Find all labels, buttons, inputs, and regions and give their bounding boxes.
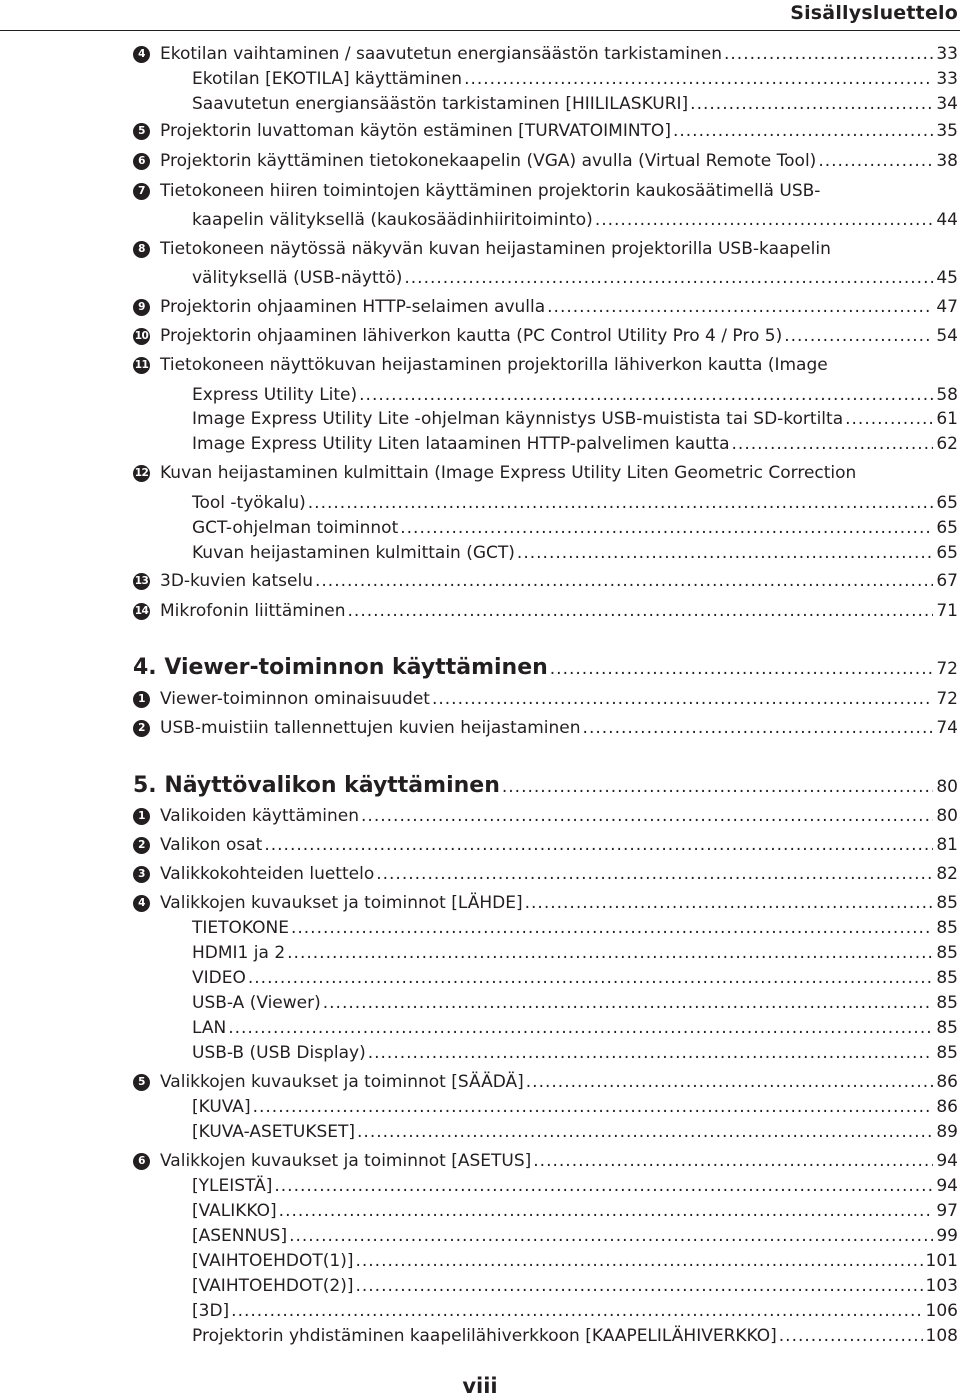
entry-title: välityksellä (USB-näyttö) [192, 268, 403, 288]
dot-leader [583, 715, 934, 741]
dot-leader [359, 382, 933, 408]
entry-title: Valikon osat [160, 835, 263, 855]
dot-leader [264, 832, 933, 858]
page-ref: 103 [925, 1276, 958, 1296]
dot-leader [248, 965, 934, 991]
entry-title: TIETOKONE [192, 918, 289, 938]
section-number-badge: 14 [133, 603, 150, 620]
page-ref: 85 [936, 1018, 958, 1038]
dot-leader [550, 653, 934, 685]
dot-leader [400, 515, 933, 541]
section-number-badge: 10 [133, 328, 150, 345]
dot-leader [289, 1223, 933, 1249]
dot-leader [690, 91, 933, 117]
toc-entry[interactable] [0, 66, 958, 92]
entry-title: USB-muistiin tallennettujen kuvien heijastaminen [160, 718, 581, 738]
page-ref: 54 [936, 326, 958, 346]
dot-leader [361, 803, 933, 829]
toc-entry[interactable] [0, 1069, 958, 1095]
page-ref: 47 [936, 297, 958, 317]
toc-entry[interactable] [0, 91, 958, 117]
dot-leader [368, 1040, 934, 1066]
toc-entry[interactable] [0, 686, 958, 712]
page-ref: 85 [936, 943, 958, 963]
section-number-badge: 2 [133, 837, 150, 854]
toc-entry[interactable] [0, 1273, 958, 1299]
section-number-badge: 5 [133, 123, 150, 140]
page-ref: 65 [936, 493, 958, 513]
dot-leader [818, 148, 933, 174]
toc-entry[interactable] [0, 431, 958, 457]
entry-title: Valikkojen kuvaukset ja toiminnot [ASETUS] [160, 1151, 532, 1171]
entry-title: 3D-kuvien katselu [160, 571, 313, 591]
toc-entry[interactable] [0, 803, 958, 829]
entry-title: [VALIKKO] [192, 1201, 277, 1221]
page-ref: 94 [936, 1176, 958, 1196]
dot-leader [432, 686, 933, 712]
toc-entry[interactable] [0, 236, 958, 262]
dot-leader [355, 1248, 922, 1274]
entry-title: Projektorin käyttäminen tietokonekaapelin (VGA) avulla (Virtual Remote Tool) [160, 151, 817, 171]
toc-entry[interactable] [0, 598, 958, 624]
dot-leader [404, 265, 933, 291]
entry-title: Kuvan heijastaminen kulmittain (Image Express Utility Liten Geometric Correction [160, 463, 857, 483]
entry-title: Kuvan heijastaminen kulmittain (GCT) [192, 543, 515, 563]
toc-entry[interactable] [0, 715, 958, 741]
toc-entry[interactable] [0, 940, 958, 966]
entry-title: GCT-ohjelman toiminnot [192, 518, 399, 538]
page-header [0, 0, 960, 32]
toc-entry[interactable] [0, 861, 958, 887]
entry-title: [YLEISTÄ] [192, 1176, 273, 1196]
dot-leader [526, 1069, 934, 1095]
entry-title: [KUVA-ASETUKSET] [192, 1122, 356, 1142]
toc-entry[interactable] [0, 890, 958, 916]
section-number-badge: 6 [133, 1153, 150, 1170]
toc-entry[interactable] [0, 118, 958, 144]
page-ref: 80 [936, 806, 958, 826]
dot-leader [547, 294, 933, 320]
page-ref: 81 [936, 835, 958, 855]
section-number-badge: 12 [133, 465, 150, 482]
entry-title: Image Express Utility Lite -ohjelman käynnistys USB-muistista tai SD-kortilta [192, 409, 844, 429]
entry-title: [3D] [192, 1301, 230, 1321]
section-number-badge: 4 [133, 46, 150, 63]
dot-leader [323, 990, 934, 1016]
toc-entry[interactable] [0, 178, 958, 204]
section-number-badge: 9 [133, 299, 150, 316]
page-number: viii [462, 1374, 498, 1398]
page-ref: 106 [925, 1301, 958, 1321]
dot-leader [464, 66, 933, 92]
entry-title: [VAIHTOEHDOT(1)] [192, 1251, 354, 1271]
dot-leader [231, 1298, 922, 1324]
entry-title: Tietokoneen näyttökuvan heijastaminen projektorilla lähiverkon kautta (Image [160, 355, 828, 375]
page-ref: 58 [936, 385, 958, 405]
toc-entry[interactable] [0, 1298, 958, 1324]
entry-title: Tool -työkalu) [192, 493, 306, 513]
toc-entry[interactable] [0, 1248, 958, 1274]
entry-title: Mikrofonin liittäminen [160, 601, 346, 621]
entry-title: Valikoiden käyttäminen [160, 806, 360, 826]
entry-title: Valikkojen kuvaukset ja toiminnot [LÄHDE] [160, 893, 523, 913]
page-ref: 89 [936, 1122, 958, 1142]
entry-title: Projektorin ohjaaminen lähiverkon kautta (PC Control Utility Pro 4 / Pro 5) [160, 326, 783, 346]
entry-title: Valikkokohteiden luettelo [160, 864, 375, 884]
dot-leader [784, 323, 933, 349]
dot-leader [357, 1119, 933, 1145]
page-ref: 97 [936, 1201, 958, 1221]
dot-leader [253, 1094, 934, 1120]
toc-entry[interactable] [0, 990, 958, 1016]
toc-entry[interactable] [0, 1015, 958, 1041]
dot-leader [348, 598, 934, 624]
page-ref: 82 [936, 864, 958, 884]
entry-title: Express Utility Lite) [192, 385, 358, 405]
page-ref: 86 [936, 1072, 958, 1092]
toc-entry[interactable] [0, 915, 958, 941]
section-number-badge: 1 [133, 808, 150, 825]
dot-leader [308, 490, 934, 516]
page-ref: 108 [925, 1326, 958, 1346]
toc-chapter-entry[interactable] [0, 770, 958, 802]
chapter-title: 4. Viewer-toiminnon käyttäminen [133, 655, 548, 680]
entry-title: Tietokoneen näytössä näkyvän kuvan heijastaminen projektorilla USB-kaapelin [160, 239, 831, 259]
toc-entry[interactable] [0, 148, 958, 174]
dot-leader [355, 1273, 922, 1299]
toc-entry[interactable] [0, 323, 958, 349]
section-number-badge: 7 [133, 183, 150, 200]
entry-title: USB-A (Viewer) [192, 993, 321, 1013]
page-ref: 62 [936, 434, 958, 454]
page-ref: 72 [936, 659, 958, 679]
entry-title: Tietokoneen hiiren toimintojen käyttäminen projektorin kaukosäätimellä USB- [160, 181, 821, 201]
toc-entry[interactable] [0, 965, 958, 991]
entry-title: USB-B (USB Display) [192, 1043, 366, 1063]
entry-title: Projektorin ohjaaminen HTTP-selaimen avulla [160, 297, 546, 317]
page-ref: 74 [936, 718, 958, 738]
entry-title: [VAIHTOEHDOT(2)] [192, 1276, 354, 1296]
section-number-badge: 2 [133, 720, 150, 737]
entry-title: [KUVA] [192, 1097, 251, 1117]
dot-leader [533, 1148, 933, 1174]
page-ref: 94 [936, 1151, 958, 1171]
header-rule [0, 30, 960, 31]
entry-title: Saavutetun energiansäästön tarkistaminen [HIILILASKURI] [192, 94, 689, 114]
section-number-badge: 8 [133, 241, 150, 258]
entry-title: Viewer-toiminnon ominaisuudet [160, 689, 430, 709]
dot-leader [779, 1323, 923, 1349]
entry-title: Valikkojen kuvaukset ja toiminnot [SÄÄDÄ] [160, 1072, 524, 1092]
toc-entry[interactable] [0, 490, 958, 516]
dot-leader [376, 861, 933, 887]
section-number-badge: 13 [133, 573, 150, 590]
dot-leader [291, 915, 933, 941]
dot-leader [287, 940, 933, 966]
entry-title: Projektorin luvattoman käytön estäminen [TURVATOIMINTO] [160, 121, 671, 141]
page-ref: 33 [936, 44, 958, 64]
page-ref: 101 [925, 1251, 958, 1271]
toc-entry[interactable] [0, 406, 958, 432]
toc-entry[interactable] [0, 568, 958, 594]
page-ref: 72 [936, 689, 958, 709]
toc-entry[interactable] [0, 352, 958, 378]
toc-entry[interactable] [0, 382, 958, 408]
chapter-title: 5. Näyttövalikon käyttäminen [133, 773, 500, 798]
page-ref: 65 [936, 543, 958, 563]
page-ref: 71 [936, 601, 958, 621]
entry-title: Ekotilan vaihtaminen / saavutetun energiansäästön tarkistaminen [160, 44, 722, 64]
header-title: Sisällysluettelo [790, 2, 958, 24]
page-ref: 61 [936, 409, 958, 429]
page-ref: 38 [936, 151, 958, 171]
section-number-badge: 1 [133, 691, 150, 708]
dot-leader [724, 41, 933, 67]
entry-title: Projektorin yhdistäminen kaapelilähiverkkoon [KAAPELILÄHIVERKKO] [192, 1326, 777, 1346]
toc-entry[interactable] [0, 294, 958, 320]
dot-leader [673, 118, 933, 144]
page-ref: 99 [936, 1226, 958, 1246]
page-ref: 45 [936, 268, 958, 288]
dot-leader [274, 1173, 933, 1199]
page-ref: 85 [936, 968, 958, 988]
dot-leader [845, 406, 933, 432]
toc-entry[interactable] [0, 1323, 958, 1349]
page-ref: 85 [936, 893, 958, 913]
toc-entry[interactable] [0, 265, 958, 291]
section-number-badge: 3 [133, 866, 150, 883]
dot-leader [279, 1198, 934, 1224]
page-ref: 34 [936, 94, 958, 114]
toc-entry[interactable] [0, 1119, 958, 1145]
dot-leader [732, 431, 934, 457]
page-ref: 86 [936, 1097, 958, 1117]
toc-entry[interactable] [0, 207, 958, 233]
toc-entry[interactable] [0, 1094, 958, 1120]
toc-entry[interactable] [0, 1040, 958, 1066]
page-ref: 80 [936, 777, 958, 797]
section-number-badge: 4 [133, 895, 150, 912]
entry-title: VIDEO [192, 968, 246, 988]
toc-entry[interactable] [0, 1148, 958, 1174]
entry-title: HDMI1 ja 2 [192, 943, 286, 963]
entry-title: [ASENNUS] [192, 1226, 288, 1246]
page-ref: 35 [936, 121, 958, 141]
dot-leader [228, 1015, 933, 1041]
entry-title: Image Express Utility Liten lataaminen HTTP-palvelimen kautta [192, 434, 730, 454]
page-ref: 85 [936, 1043, 958, 1063]
section-number-badge: 6 [133, 153, 150, 170]
toc-entry[interactable] [0, 1173, 958, 1199]
toc-chapter-entry[interactable] [0, 652, 958, 684]
dot-leader [517, 540, 933, 566]
entry-title: Ekotilan [EKOTILA] käyttäminen [192, 69, 463, 89]
page-ref: 67 [936, 571, 958, 591]
toc-entry[interactable] [0, 515, 958, 541]
section-number-badge: 5 [133, 1074, 150, 1091]
page-ref: 65 [936, 518, 958, 538]
dot-leader [315, 568, 933, 594]
toc-entry[interactable] [0, 460, 958, 486]
entry-title: LAN [192, 1018, 227, 1038]
toc-entry[interactable] [0, 1223, 958, 1249]
entry-title: kaapelin välityksellä (kaukosäädinhiiritoiminto) [192, 210, 593, 230]
toc-entry[interactable] [0, 1198, 958, 1224]
page-ref: 33 [936, 69, 958, 89]
section-number-badge: 11 [133, 357, 150, 374]
dot-leader [595, 207, 934, 233]
toc-entry[interactable] [0, 540, 958, 566]
page-ref: 85 [936, 918, 958, 938]
dot-leader [502, 771, 933, 803]
dot-leader [525, 890, 934, 916]
toc-entry[interactable] [0, 832, 958, 858]
toc-entry[interactable] [0, 41, 958, 67]
page-ref: 44 [936, 210, 958, 230]
page-ref: 85 [936, 993, 958, 1013]
